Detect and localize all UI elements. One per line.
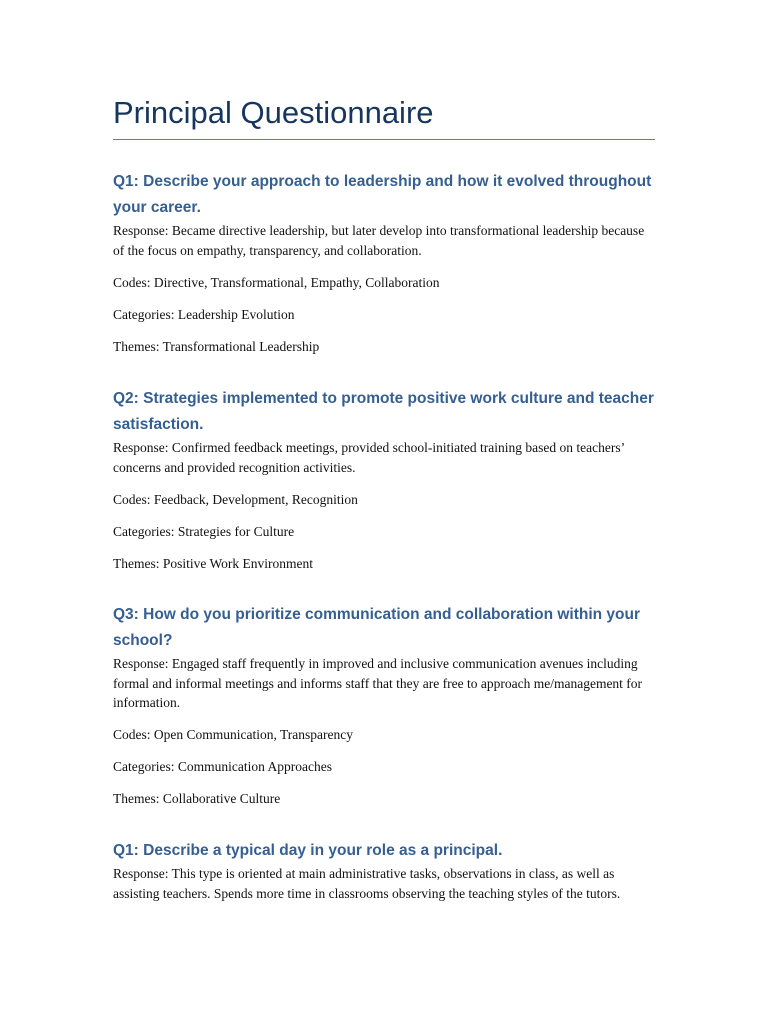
response-text: Response: Became directive leadership, but later develop into transformational leadership because of the focus on empathy, transparency, and collaboration. xyxy=(113,223,645,258)
question-heading: Q2: Strategies implemented to promote positive work culture and teacher satisfaction. xyxy=(113,390,654,433)
codes-text: Codes: Feedback, Development, Recognition xyxy=(113,491,358,507)
categories-text: Categories: Communication Approaches xyxy=(113,759,332,774)
themes-text: Themes: Positive Work Environment xyxy=(113,555,314,571)
question-heading: Q1: Describe your approach to leadership and how it evolved throughout your career. xyxy=(113,173,652,216)
themes-text: Themes: Transformational Leadership xyxy=(113,338,320,354)
response-text: Response: Engaged staff frequently in improved and inclusive communication avenues including formal and informal meetings and informs staff that they are free to approach me/management for information. xyxy=(113,656,643,710)
question-section xyxy=(113,838,655,903)
question-heading: Q1: Describe a typical day in your role as a principal. xyxy=(113,842,503,859)
question-section xyxy=(113,169,655,356)
categories-text: Categories: Strategies for Culture xyxy=(113,523,295,539)
codes-text: Codes: Directive, Transformational, Empathy, Collaboration xyxy=(113,274,440,290)
title-divider xyxy=(113,139,655,140)
response-text: Response: This type is oriented at main administrative tasks, observations in class, as well as assisting teachers. Spends more time in classrooms observing the teaching styles of the tutors. xyxy=(113,866,621,901)
response-text: Response: Confirmed feedback meetings, provided school-initiated training based on teachers’ concerns and provided recognition activities. xyxy=(113,440,625,475)
question-section xyxy=(113,386,655,573)
categories-text: Categories: Leadership Evolution xyxy=(113,306,295,322)
question-heading: Q3: How do you prioritize communication and collaboration within your school? xyxy=(113,606,641,649)
themes-text: Themes: Collaborative Culture xyxy=(113,791,281,806)
codes-text: Codes: Open Communication, Transparency xyxy=(113,727,353,742)
page-title: Principal Questionnaire xyxy=(113,95,434,130)
question-section xyxy=(113,602,655,809)
